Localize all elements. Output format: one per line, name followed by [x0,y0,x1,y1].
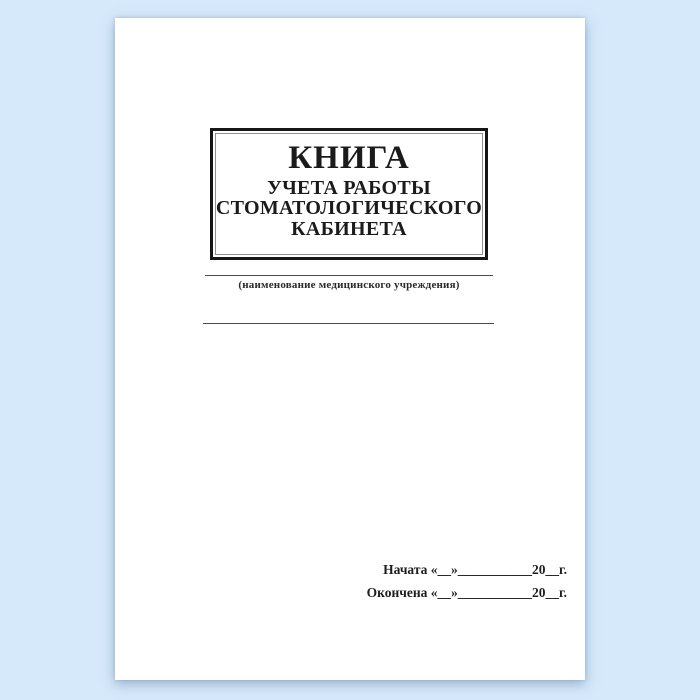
date-finished-line: Окончена «__»___________20__г. [366,585,567,600]
institution-caption: (наименование медицинского учреждения) [238,279,460,291]
cover-title-line-2: УЧЕТА РАБОТЫ [267,176,431,199]
date-started-line: Начата «__»___________20__г. [383,562,567,577]
cover-title-main: КНИГА [288,139,410,176]
title-box-inner [215,133,483,255]
book-cover-page [115,18,585,680]
institution-name-fill-line [205,275,493,276]
cover-title-line-4: КАБИНЕТА [291,217,407,240]
cover-title-line-3: СТОМАТОЛОГИЧЕСКОГО [215,197,483,220]
title-box [210,128,488,260]
second-fill-line [203,323,494,324]
dates-block [367,563,567,609]
